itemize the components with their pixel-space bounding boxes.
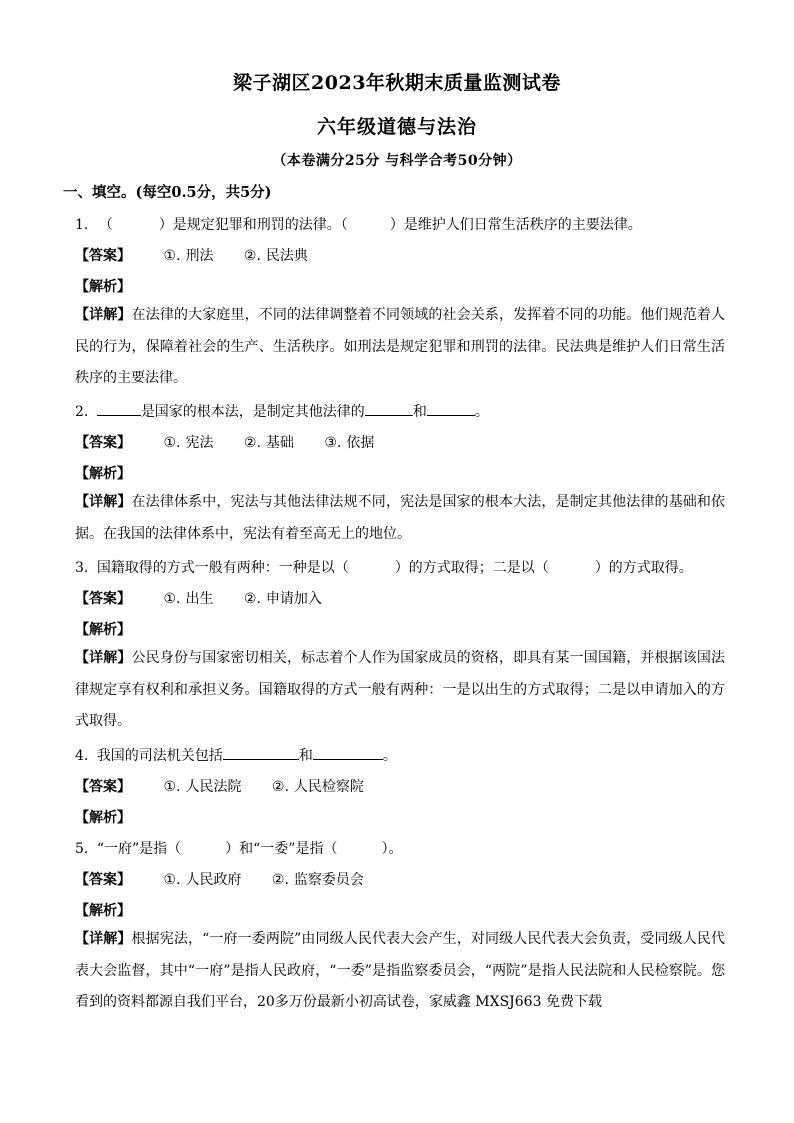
- answer-row-1: [75, 245, 334, 265]
- answer-item: ②. 民法典: [243, 248, 308, 264]
- section-heading: 一、填空。(每空0.5分，共5分): [63, 184, 272, 201]
- question-text: ）的方式取得；二是以（: [394, 560, 549, 576]
- analysis-label: 【解析】: [75, 279, 131, 295]
- answer-item: ①. 人民政府: [163, 872, 242, 888]
- question-1: [75, 214, 731, 234]
- question-text: “一府”是指（: [96, 841, 182, 857]
- answer-row-5: [75, 869, 390, 889]
- fill-blank[interactable]: [223, 747, 299, 760]
- question-number: 2.: [75, 404, 89, 420]
- question-text: ）和“一委”是指（: [225, 841, 338, 857]
- fill-blank[interactable]: [313, 747, 383, 760]
- question-text: 。: [382, 748, 397, 764]
- question-number: 4.: [75, 748, 89, 764]
- answer-row-4: [75, 776, 390, 796]
- answer-row-2: [75, 432, 400, 452]
- fill-blank[interactable]: [427, 403, 475, 416]
- question-text: 。: [474, 404, 489, 420]
- analysis-label: 【解析】: [75, 903, 131, 919]
- analysis-label: 【解析】: [75, 622, 131, 638]
- answer-label: 【答案】: [75, 779, 131, 795]
- question-text: 国籍取得的方式一般有两种：一种是以（: [96, 560, 349, 576]
- page-title: 梁子湖区2023年秋期末质量监测试卷: [233, 72, 561, 94]
- answer-label: 【答案】: [75, 435, 131, 451]
- answer-item: ①. 出生: [163, 591, 214, 607]
- question-text: 我国的司法机关包括: [96, 748, 223, 764]
- fill-blank[interactable]: [365, 403, 413, 416]
- answer-item: ①. 人民法院: [163, 779, 242, 795]
- analysis-label: 【解析】: [75, 466, 131, 482]
- answer-label: 【答案】: [75, 248, 131, 264]
- question-4: [75, 745, 731, 765]
- answer-item: ②. 基础: [243, 435, 294, 451]
- detail-paragraph-3: 【详解】公民身份与国家密切相关，标志着个人作为国家成员的资格，即具有某一国国籍，并根据该国法律规定享有权利和承担义务。国籍取得的方式一般有两种：一是以出生的方式取得；二是以申请加入的方式取得。: [75, 650, 726, 729]
- question-2: [75, 401, 731, 421]
- question-5: [75, 838, 731, 858]
- answer-label: 【答案】: [75, 872, 131, 888]
- question-number: 3.: [75, 560, 89, 576]
- question-3: [75, 557, 731, 577]
- detail-paragraph-1: 【详解】在法律的大家庭里，不同的法律调整着不同领域的社会关系，发挥着不同的功能。他们规范着人民的行为，保障着社会的生产、生活秩序。如刑法是规定犯罪和刑罚的法律。民法典是维护人们日常生活秩序的主要法律。: [75, 307, 726, 386]
- question-text: 是国家的根本法，是制定其他法律的: [140, 404, 365, 420]
- answer-item: ①. 刑法: [163, 248, 214, 264]
- analysis-label: 【解析】: [75, 810, 131, 826]
- answer-item: ①. 宪法: [163, 435, 214, 451]
- answer-item: ②. 人民检察院: [271, 779, 364, 795]
- question-text: ）的方式取得。: [594, 560, 693, 576]
- question-text: ）是维护人们日常生活秩序的主要法律。: [389, 217, 642, 233]
- answer-item: ③. 依据: [324, 435, 375, 451]
- question-text: ）。: [381, 841, 403, 857]
- detail-paragraph-5: 【详解】根据宪法，“一府一委两院”由同级人民代表大会产生，对同级人民代表大会负责，受同级人民代表大会监督，其中“一府”是指人民政府，“一委”是指监察委员会，“两院”是指人民法院和人民检察院。您看到的资料都源自我们平台，20多万份最新小初高试卷，家威鑫 MXSJ663 免费下载: [75, 931, 726, 1010]
- answer-item: ②. 申请加入: [243, 591, 322, 607]
- detail-paragraph-2: 【详解】在法律体系中，宪法与其他法律法规不同，宪法是国家的根本大法，是制定其他法律的基础和依据。在我国的法律体系中，宪法有着至高无上的地位。: [75, 494, 726, 542]
- page-subtitle: 六年级道德与法治: [316, 116, 477, 138]
- exam-note: （本卷满分25分 与科学合考50分钟）: [272, 153, 522, 169]
- question-text: 和: [412, 404, 427, 420]
- answer-label: 【答案】: [75, 591, 131, 607]
- answer-row-3: [75, 588, 348, 608]
- question-text: ）是规定犯罪和刑罚的法律。（: [158, 217, 348, 233]
- question-text: （: [98, 217, 113, 233]
- question-number: 5.: [75, 841, 89, 857]
- answer-item: ②. 监察委员会: [271, 872, 364, 888]
- question-number: 1.: [75, 217, 89, 233]
- fill-blank[interactable]: [97, 403, 141, 416]
- question-text: 和: [298, 748, 313, 764]
